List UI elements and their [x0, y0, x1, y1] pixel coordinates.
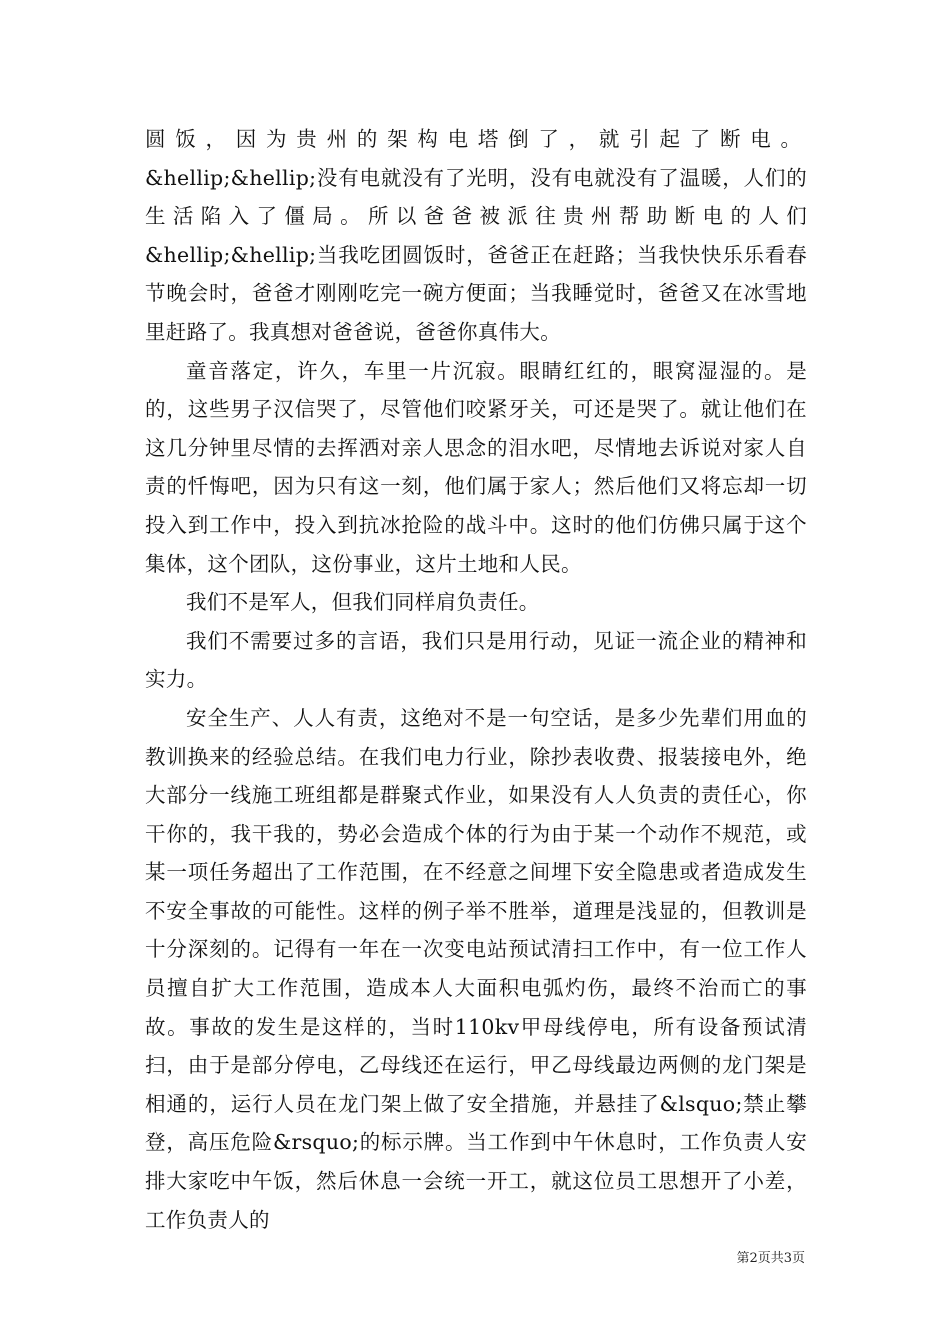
paragraph: &hellip;&hellip;没有电就没有了光明，没有电就没有了温暖，人们的生活陷入了僵局。所以爸爸被派往贵州帮助断电的人们&hellip;&hellip;当我吃团圆饭时，爸爸正在赶路；当我快快乐乐看春节晚会时，爸爸才刚刚吃完一碗方便面；当我睡觉时，爸爸又在冰雪地里赶路了。我真想对爸爸说，爸爸你真伟大。 [145, 165, 807, 344]
paragraph: 圆饭，因为贵州的架构电塔倒了，就引起了断电。 [145, 127, 807, 151]
paragraph: 我们不需要过多的言语，我们只是用行动，见证一流企业的精神和实力。 [145, 628, 807, 692]
page-number: 第2页共3页 [736, 1251, 805, 1266]
document-body [145, 120, 807, 1239]
paragraph: 我们不是军人，但我们同样肩负责任。 [186, 590, 540, 615]
paragraph: 童音落定，许久，车里一片沉寂。眼睛红红的，眼窝湿湿的。是的，这些男子汉信哭了，尽管他们咬紧牙关，可还是哭了。就让他们在这几分钟里尽情的去挥洒对亲人思念的泪水吧，尽情地去诉说对家人自责的忏悔吧，因为只有这一刻，他们属于家人；然后他们又将忘却一切投入到工作中，投入到抗冰抢险的战斗中。这时的他们仿佛只属于这个集体，这个团队，这份事业，这片土地和人民。 [145, 358, 807, 576]
paragraph: 安全生产、人人有责，这绝对不是一句空话，是多少先辈们用血的教训换来的经验总结。在我们电力行业，除抄表收费、报装接电外，绝大部分一线施工班组都是群聚式作业，如果没有人人负责的责任心，你干你的，我干我的，势必会造成个体的行为由于某一个动作不规范，或某一项任务超出了工作范围，在不经意之间埋下安全隐患或者造成发生不安全事故的可能性。这样的例子举不胜举，道理是浅显的，但教训是十分深刻的。记得有一年在一次变电站预试清扫工作中，有一位工作人员擅自扩大工作范围，造成本人大面积电弧灼伤，最终不治而亡的事故。事故的发生是这样的，当时110kv甲母线停电，所有设备预试清扫，由于是部分停电，乙母线还在运行，甲乙母线最边两侧的龙门架是相通的，运行人员在龙门架上做了安全措施，并悬挂了&lsquo;禁止攀登，高压危险&rsquo;的标示牌。当工作到中午休息时，工作负责人安排大家吃中午饭，然后休息一会统一开工，就这位员工思想开了小差，工作负责人的 [145, 705, 807, 1232]
